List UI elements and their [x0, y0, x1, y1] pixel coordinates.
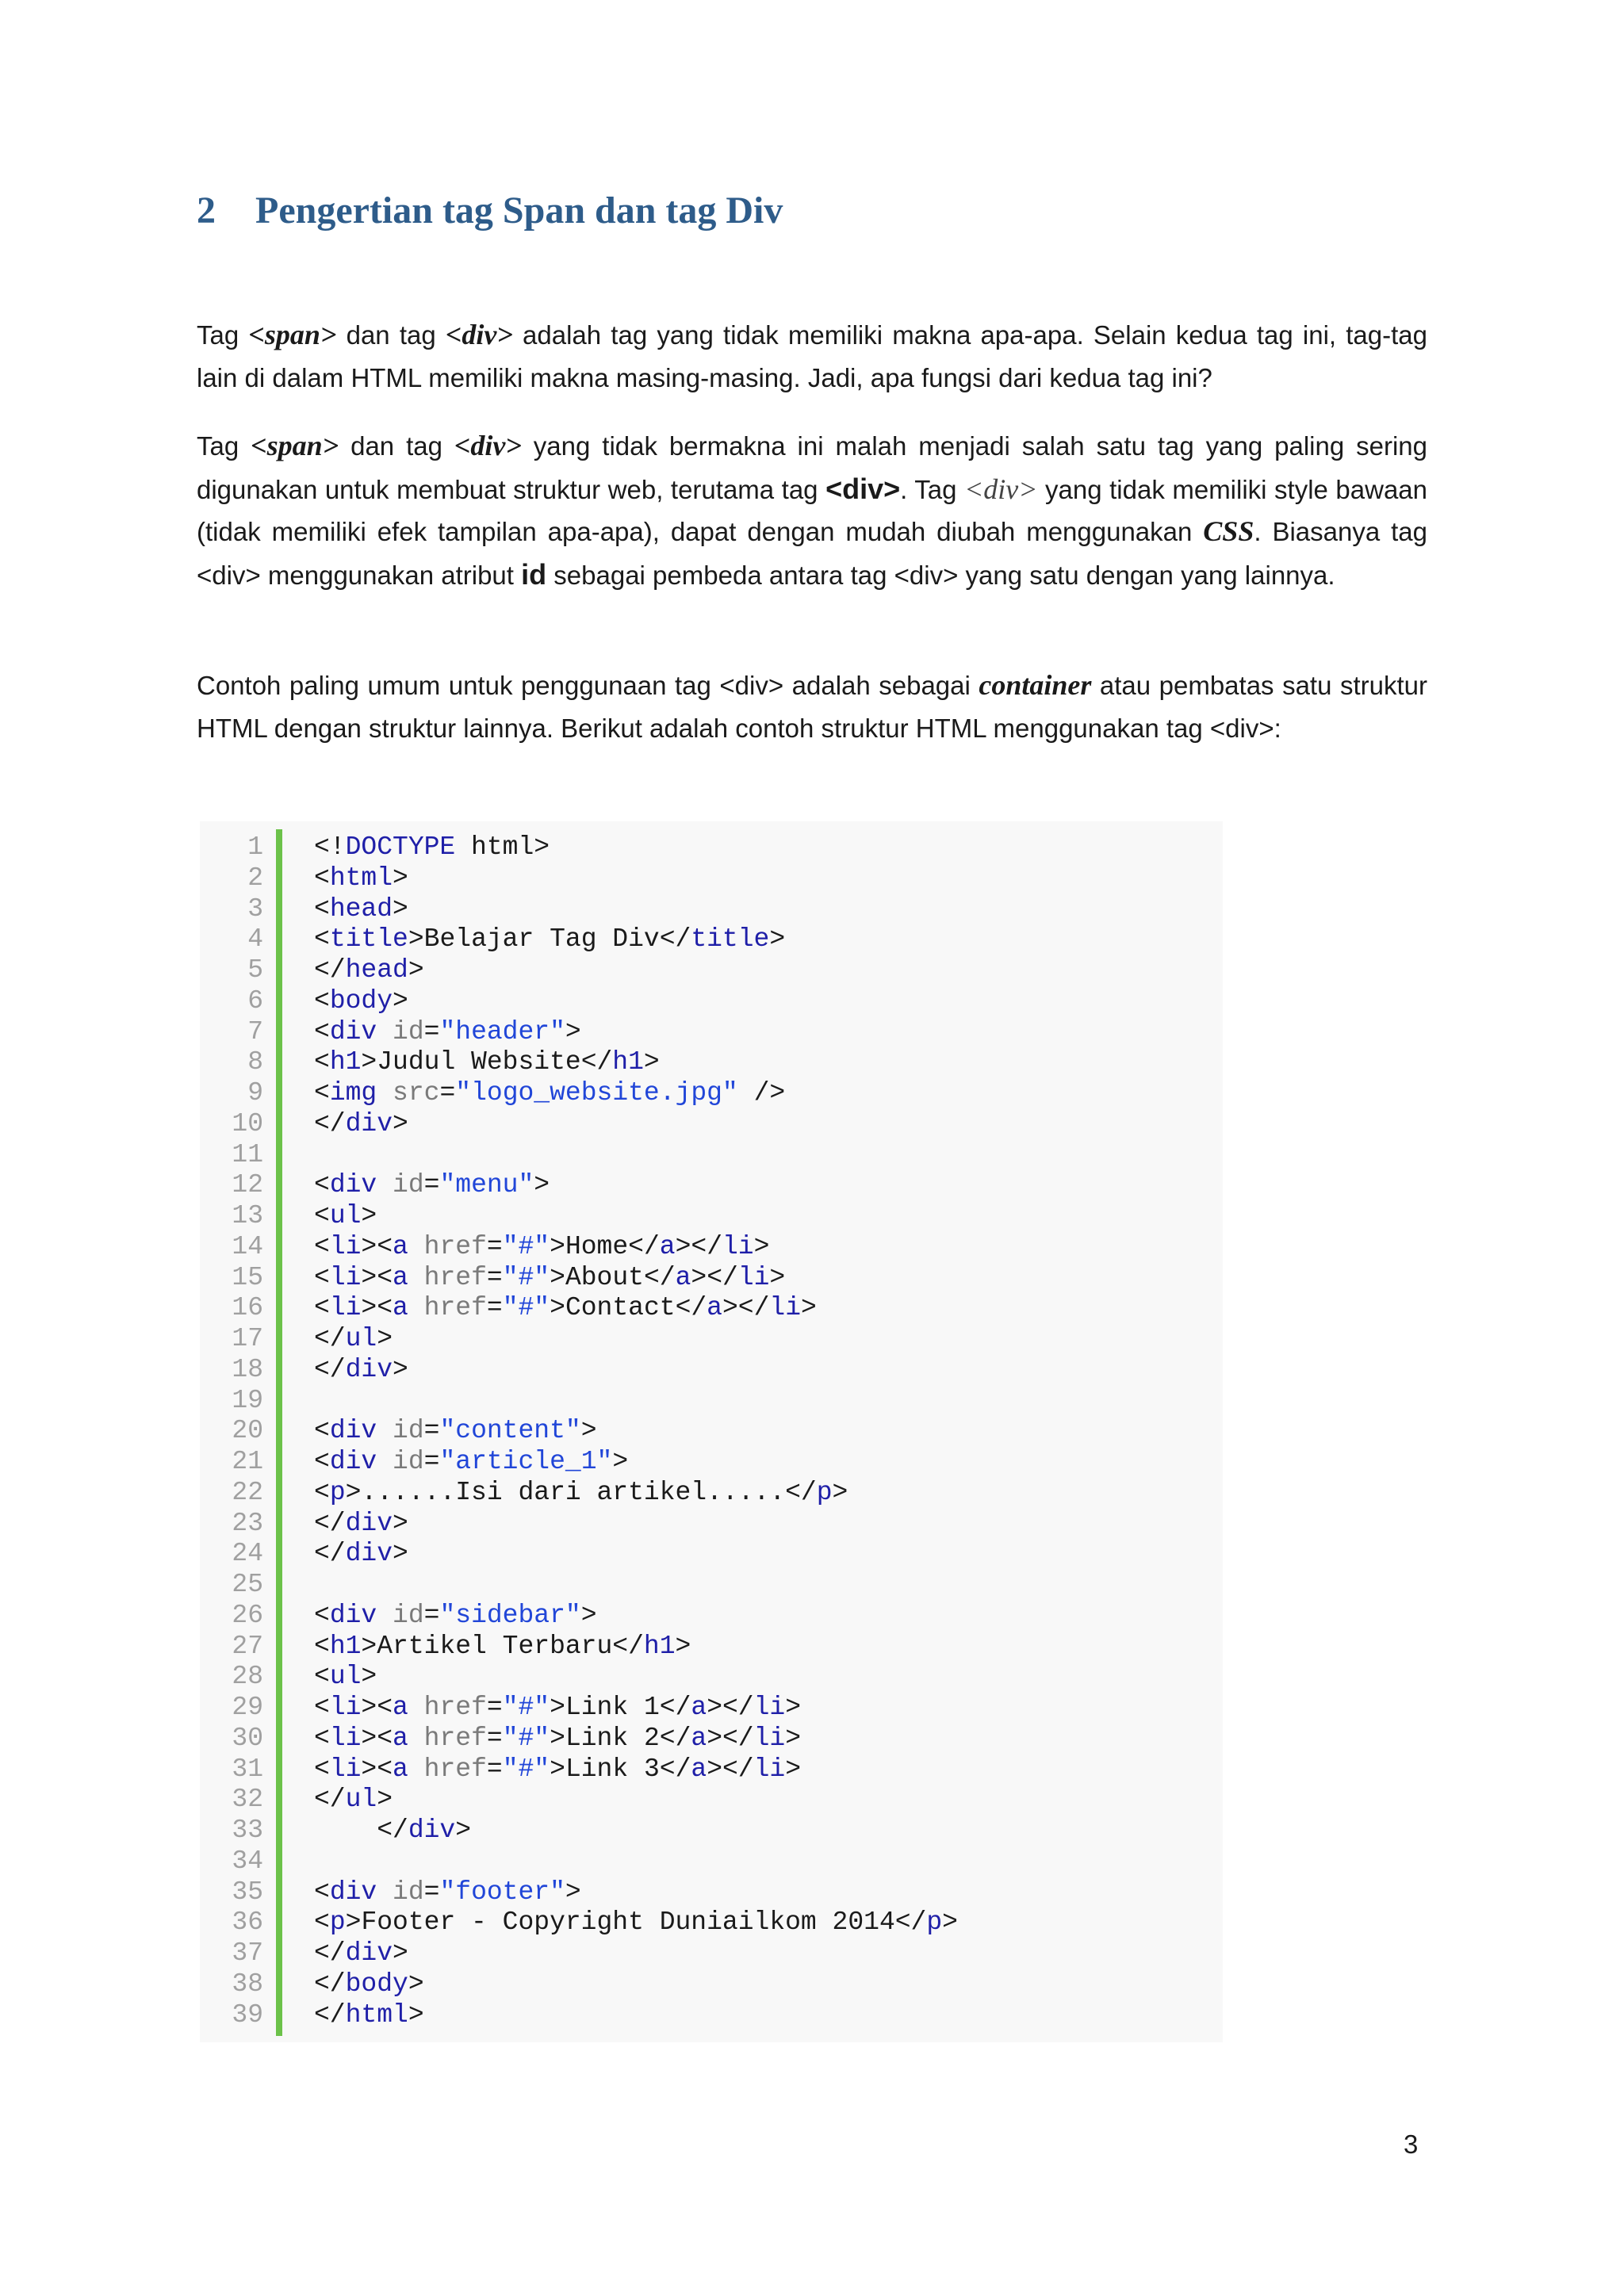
text-run: dan tag	[339, 431, 454, 461]
line-number: 4	[247, 924, 263, 955]
code-text: </div>	[314, 1108, 408, 1138]
line-number: 23	[232, 1508, 263, 1538]
code-text: <div id="footer">	[314, 1877, 581, 1907]
code-text: </head>	[314, 955, 424, 985]
code-text: </div>	[377, 1816, 472, 1845]
id-term: id	[521, 557, 547, 591]
line-number: 24	[232, 1539, 263, 1569]
paragraph-2	[197, 425, 1427, 596]
line-number: 25	[232, 1570, 263, 1599]
line-number: 3	[247, 894, 263, 924]
css-term: CSS	[1203, 515, 1254, 547]
code-text: </ul>	[314, 1324, 393, 1353]
line-number: 19	[232, 1385, 263, 1415]
code-text: <h1>Artikel Terbaru</h1>	[314, 1631, 691, 1661]
page-number: 3	[1404, 2130, 1419, 2159]
span-tag-term: <span>	[251, 430, 339, 461]
code-text: </html>	[314, 1999, 424, 2030]
line-number: 39	[232, 1999, 263, 2030]
line-number: 8	[247, 1047, 263, 1077]
code-text: </div>	[314, 1354, 408, 1384]
line-number: 13	[232, 1201, 263, 1230]
text-run: sebagai pembeda antara tag <div> yang satu dengan yang lainnya.	[546, 560, 1335, 590]
code-text: <div id="header">	[314, 1016, 581, 1047]
code-text: <html>	[314, 863, 408, 893]
span-tag-term: <span>	[248, 319, 337, 350]
code-text: <head>	[314, 894, 408, 924]
line-number: 11	[232, 1139, 263, 1169]
text-run: Tag	[197, 320, 249, 350]
line-number: 34	[232, 1846, 263, 1876]
text-run: yang tidak bermakna ini malah menjadi salah satu tag yang paling sering digunakan untuk membuat struktur web, terutama tag	[197, 431, 1427, 504]
line-number: 20	[232, 1416, 263, 1446]
code-text: <li><a href="#">About</a></li>	[314, 1262, 786, 1292]
code-text: <li><a href="#">Contact</a></li>	[314, 1293, 817, 1323]
line-number: 30	[232, 1723, 263, 1753]
line-number: 38	[232, 1969, 263, 1999]
line-number: 7	[247, 1016, 263, 1047]
code-text: <title>Belajar Tag Div</title>	[314, 924, 786, 955]
div-tag-term: <div>	[445, 319, 513, 350]
paragraph-1	[197, 314, 1427, 399]
line-number: 18	[232, 1354, 263, 1384]
text-run: yang tidak memiliki style bawaan (tidak memiliki efek tampilan apa-apa), dapat dengan mudah diubah menggunakan	[197, 474, 1427, 546]
code-text: <!DOCTYPE html>	[314, 832, 550, 862]
code-text: <li><a href="#">Link 3</a></li>	[314, 1754, 802, 1784]
section-title: Pengertian tag Span dan tag Div	[255, 189, 783, 232]
line-number: 31	[232, 1754, 263, 1784]
code-text: </div>	[314, 1938, 408, 1968]
line-number: 16	[232, 1293, 263, 1323]
code-text: <div id="sidebar">	[314, 1600, 597, 1630]
code-text: <p>Footer - Copyright Duniailkom 2014</p>	[314, 1908, 958, 1938]
container-term: container	[979, 669, 1092, 701]
code-text: <img src="logo_website.jpg" />	[314, 1078, 786, 1108]
text-run: Tag	[197, 431, 251, 461]
line-number: 28	[232, 1662, 263, 1692]
line-number: 32	[232, 1785, 263, 1815]
code-text: <body>	[314, 985, 408, 1016]
paragraph-3	[197, 664, 1427, 749]
line-number: 21	[232, 1447, 263, 1476]
code-text: </div>	[314, 1508, 408, 1538]
section-heading	[197, 189, 783, 232]
text-run: Contoh paling umum untuk penggunaan tag <div> adalah sebagai	[197, 671, 979, 700]
code-text: <div id="article_1">	[314, 1447, 629, 1476]
code-text: </ul>	[314, 1785, 393, 1815]
line-number: 35	[232, 1877, 263, 1907]
code-text: </body>	[314, 1969, 424, 1999]
line-number: 14	[232, 1231, 263, 1261]
line-number: 37	[232, 1938, 263, 1968]
line-number: 6	[247, 985, 263, 1016]
line-number: 10	[232, 1108, 263, 1138]
line-number: 36	[232, 1908, 263, 1938]
section-number: 2	[197, 189, 216, 232]
line-number: 22	[232, 1477, 263, 1507]
code-text: </div>	[314, 1539, 408, 1569]
code-text: <div id="menu">	[314, 1170, 550, 1200]
line-number: 33	[232, 1816, 263, 1845]
line-number: 2	[247, 863, 263, 893]
code-gutter-bar	[276, 829, 282, 2036]
text-run: . Biasanya tag <div> menggunakan atribut	[197, 517, 1427, 590]
text-run: dan tag	[336, 320, 446, 350]
line-number: 1	[247, 832, 263, 862]
line-number: 9	[247, 1078, 263, 1108]
line-number: 29	[232, 1693, 263, 1722]
text-run: atau pembatas satu struktur HTML dengan struktur lainnya. Berikut adalah contoh struktur HTML menggunakan tag <div>:	[197, 671, 1427, 743]
code-text: <ul>	[314, 1662, 377, 1692]
code-text: <h1>Judul Website</h1>	[314, 1047, 660, 1077]
code-text: <p>......Isi dari artikel.....</p>	[314, 1477, 848, 1507]
code-text: <li><a href="#">Link 2</a></li>	[314, 1723, 802, 1753]
line-number: 17	[232, 1324, 263, 1353]
div-tag-plain: <div>	[963, 473, 1038, 505]
code-text: <li><a href="#">Home</a></li>	[314, 1231, 770, 1261]
line-number: 27	[232, 1631, 263, 1661]
code-text: <li><a href="#">Link 1</a></li>	[314, 1693, 802, 1722]
line-number: 15	[232, 1262, 263, 1292]
line-number: 5	[247, 955, 263, 985]
code-text: <ul>	[314, 1201, 377, 1230]
text-run: . Tag	[900, 474, 964, 504]
div-tag-term: <div>	[454, 430, 522, 461]
line-number: 12	[232, 1170, 263, 1200]
line-number: 26	[232, 1600, 263, 1630]
text-run: adalah tag yang tidak memiliki makna apa-apa. Selain kedua tag ini, tag-tag lain di dalam HTML memiliki makna masing-masing. Jadi, apa fungsi dari kedua tag ini?	[197, 320, 1427, 392]
div-tag-bold: <div>	[825, 472, 901, 505]
code-text: <div id="content">	[314, 1416, 597, 1446]
